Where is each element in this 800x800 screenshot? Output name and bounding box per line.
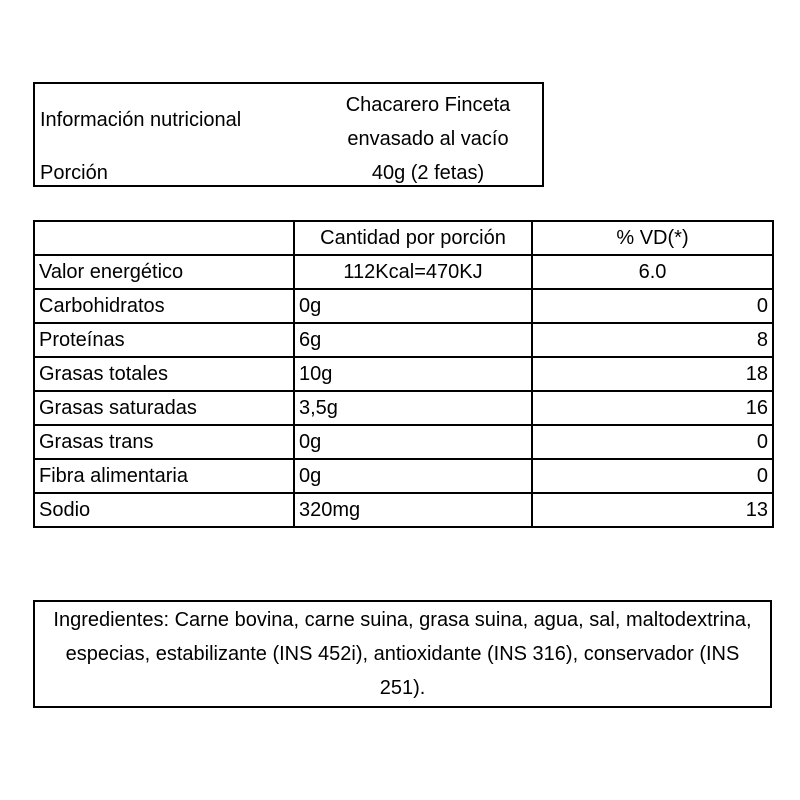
nutrition-info-title: Información nutricional	[40, 109, 242, 131]
nutrient-vd: 13	[532, 493, 773, 527]
table-row	[34, 493, 773, 527]
nutrient-vd: 16	[532, 391, 773, 425]
vd-column-header: % VD(*)	[532, 221, 773, 255]
ingredients-box	[33, 600, 772, 708]
table-row	[34, 391, 773, 425]
amount-column-header: Cantidad por porción	[294, 221, 532, 255]
nutrient-amount: 10g	[294, 357, 532, 391]
energy-amount: 112Kcal=470KJ	[294, 255, 532, 289]
nutrition-table	[33, 220, 774, 528]
nutrient-vd: 0	[532, 459, 773, 493]
product-packaging: envasado al vacío	[347, 128, 509, 150]
table-header-row	[34, 221, 773, 255]
nutrient-label: Grasas totales	[34, 357, 294, 391]
nutrient-amount: 320mg	[294, 493, 532, 527]
product-name: Chacarero Finceta	[345, 94, 511, 116]
table-row	[34, 459, 773, 493]
nutrient-vd: 8	[532, 323, 773, 357]
nutrient-label: Sodio	[34, 493, 294, 527]
nutrient-label: Proteínas	[34, 323, 294, 357]
table-row	[34, 425, 773, 459]
nutrient-label: Grasas saturadas	[34, 391, 294, 425]
portion-value: 40g (2 fetas)	[371, 162, 485, 184]
nutrient-vd: 0	[532, 289, 773, 323]
table-row	[34, 323, 773, 357]
ingredients-text: Ingredientes: Carne bovina, carne suina, grasa suina, agua, sal, maltodextrina, especias, estabilizante (INS 452i), antioxidante (INS 316), conservador (INS 251).	[53, 609, 752, 699]
energy-label: Valor energético	[34, 255, 294, 289]
nutrient-label: Fibra alimentaria	[34, 459, 294, 493]
nutrition-header-box	[33, 82, 544, 187]
nutrient-label: Grasas trans	[34, 425, 294, 459]
nutrient-vd: 0	[532, 425, 773, 459]
nutrient-amount: 3,5g	[294, 391, 532, 425]
nutrient-vd: 18	[532, 357, 773, 391]
energy-vd: 6.0	[532, 255, 773, 289]
nutrient-label: Carbohidratos	[34, 289, 294, 323]
nutrient-amount: 0g	[294, 425, 532, 459]
nutrient-amount: 0g	[294, 459, 532, 493]
header-empty-cell	[34, 221, 294, 255]
nutrient-amount: 0g	[294, 289, 532, 323]
table-row	[34, 357, 773, 391]
energy-row	[34, 255, 773, 289]
portion-label: Porción	[40, 162, 108, 184]
nutrient-amount: 6g	[294, 323, 532, 357]
table-row	[34, 289, 773, 323]
